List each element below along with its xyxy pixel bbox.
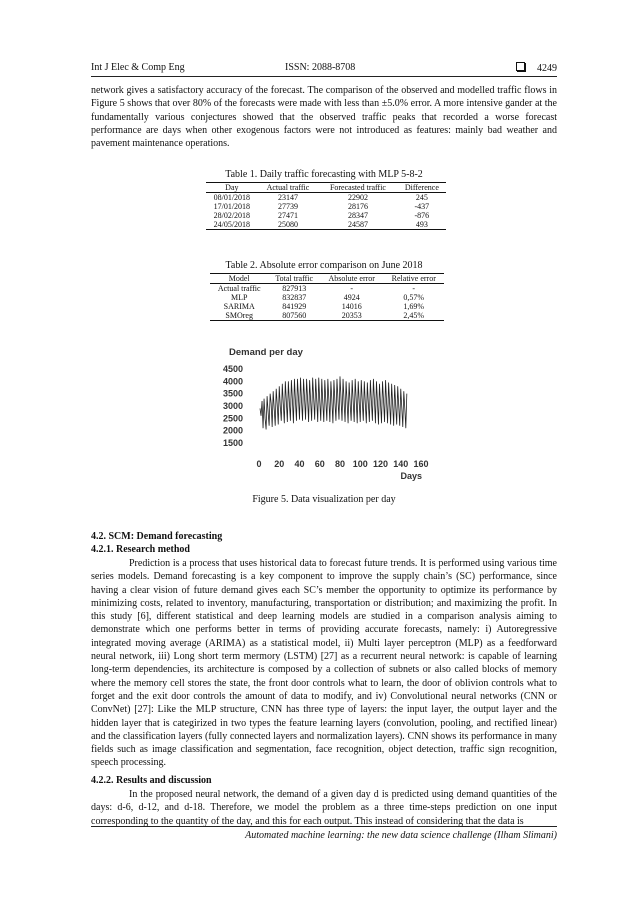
y-tick-label: 4500 (223, 364, 244, 374)
checkbox-square-icon (516, 62, 525, 71)
table-cell: 827913 (282, 284, 307, 293)
table-cell: - (350, 284, 354, 293)
x-tick-label: 140 (393, 459, 409, 469)
table-cell: 27739 (277, 202, 298, 211)
table-row (210, 311, 444, 321)
chart-title: Demand per day (229, 347, 303, 358)
table-cell: 28/02/2018 (213, 211, 251, 220)
y-tick-label: 3000 (223, 401, 244, 411)
x-tick-label: 80 (334, 459, 346, 469)
table-cell: 28347 (347, 211, 368, 220)
y-tick-label: 2000 (223, 425, 244, 436)
page-number-block (516, 62, 557, 74)
table-cell: 24/05/2018 (206, 220, 258, 230)
table1 (206, 182, 446, 230)
table-cell: 20353 (320, 311, 384, 321)
x-axis-label: Days (400, 471, 422, 481)
results-paragraph: In the proposed neural network, the demand of a given day d is predicted using demand quantities of the days: d-6, d-12, and d-18. Therefore, we model the problem as a three time-steps prediction on one input corresponding to the quantity of the day, and this for each output. This instead of considering that the data is (91, 789, 557, 827)
research-paragraph: Prediction is a process that uses historical data to forecast future trends. It is performed using various time series models. Demand forecasting is a key component to improve the supply chain’s (SC) performance, since having a clear vision of future demand gives each SC’s member the opportunity to optimize its performance by minimizing costs, related to inventory, manufacturing, transportation or distribution; and maximizing the profit. In this study [6], different statistical and deep learning models are studied in a comparison analysis aiming to demonstrate which one performs better in terms of providing accurate forecasts, namely: i) Autoregressive integrated moving average (ARIMA) as a statistical model, ii) Multi layer perceptron (MLP) as a feedforward neural network, iii) Long short term mermory (LSTM) [27] as a recurrent neural network: is capable of learning long-term dependencies, its architecture is composed by a collection of subnets or also called blocks of memory where the memory cell stores the state, the front door controls what to learn, the door of oblivion controls what to forget and the exit door controls the amount of data to modify, and iv) Convolutional neural networks (CNN or ConvNet) [27]: Like the MLP structure, CNN has three type of layers: the input layer, the output layer and the hidden layer that is categirized in two types the feature learning layers (convolution, pooling, and rectified linear) and the classification layers (fully connected layers and normalization layers). CNN shows its performance in many fields such as image classification and segmentation, face recognition, object detection, traffic sign recognition, speech processing. (91, 558, 557, 769)
journal-name: Int J Elec & Comp Eng (91, 62, 185, 73)
table-row (210, 302, 444, 311)
y-tick-label: 1500 (223, 438, 244, 448)
x-tick-label: 100 (352, 459, 368, 469)
section-heading: 4.2. SCM: Demand forecasting (91, 531, 223, 542)
table-cell: 17/01/2018 (213, 202, 251, 211)
table-header-cell: Absolute error (320, 274, 384, 284)
table-cell: MLP (230, 293, 248, 302)
table-cell: 493 (398, 220, 446, 230)
table-header-cell: Relative error (384, 274, 444, 284)
y-tick-label: 3500 (223, 388, 244, 399)
table-header-cell: Difference (398, 183, 446, 193)
figure5-caption: Figure 5. Data visualization per day (252, 494, 396, 505)
subsection-heading-research: 4.2.1. Research method (91, 544, 190, 555)
table-cell: 245 (415, 193, 428, 202)
table-cell: 2,45% (384, 311, 444, 321)
table-cell: 23147 (277, 193, 298, 202)
table-cell: 807560 (268, 311, 320, 321)
table-header-cell: Forecasted traffic (318, 183, 397, 193)
x-tick-label: 60 (314, 459, 325, 469)
table1-caption: Table 1. Daily traffic forecasting with MLP 5-8-2 (225, 169, 423, 180)
y-tick-label: 4000 (223, 376, 244, 387)
table-header-cell: Total traffic (268, 274, 320, 284)
demand-series-line (260, 376, 407, 429)
table-cell: 1,69% (403, 302, 425, 311)
table-cell: 25080 (258, 220, 319, 230)
table-cell: -876 (414, 211, 430, 220)
table-cell: 24587 (318, 220, 397, 230)
table2-caption: Table 2. Absolute error comparison on June 2018 (225, 260, 423, 271)
table-cell: -437 (414, 202, 430, 211)
table-row (206, 202, 446, 211)
table-row (206, 211, 446, 220)
table-cell: Actual traffic (217, 284, 261, 293)
table-cell: 832837 (282, 293, 307, 302)
table-cell: 841929 (282, 302, 307, 311)
table2 (210, 273, 444, 321)
demand-per-day-chart (215, 343, 435, 483)
issn: ISSN: 2088-8708 (285, 62, 356, 73)
table-cell: 08/01/2018 (213, 193, 251, 202)
table-header-cell: Model (210, 274, 268, 284)
table-row (206, 220, 446, 230)
table-header-cell: Day (206, 183, 258, 193)
intro-paragraph: network gives a satisfactory accuracy of the forecast. The comparison of the observed and modelled traffic flows in Figure 5 shows that over 80% of the forecasts were made with less than ±5.0% error. A more intensive gander at the fundamentally various conjectures showed that the observed traffic peaks that recorded a worse forecast performance are days when other exogenous factors were not introduced as features: mainly bad weather and pavement maintenance operations. (91, 85, 557, 150)
x-tick-label: 40 (294, 459, 305, 469)
table-cell: 4924 (343, 293, 360, 302)
table-cell: 28176 (347, 202, 368, 211)
x-tick-label: 20 (274, 459, 285, 469)
running-footer: Automated machine learning: the new data science challenge (Ilham Slimani) (91, 826, 557, 841)
table-cell: 0,57% (403, 293, 425, 302)
table-cell: SARIMA (223, 302, 255, 311)
table-header-row (210, 274, 444, 284)
x-tick-label: 0 (256, 459, 262, 469)
subsection-heading-results: 4.2.2. Results and discussion (91, 775, 212, 786)
table-cell: SMOreg (210, 311, 268, 321)
table-cell: 14016 (341, 302, 362, 311)
table-cell: 27471 (277, 211, 298, 220)
table-cell: 22902 (347, 193, 368, 202)
running-header (91, 62, 557, 77)
y-tick-label: 2500 (223, 413, 244, 424)
page-number: 4249 (537, 63, 557, 74)
x-tick-label: 120 (372, 459, 389, 469)
table-row (210, 293, 444, 302)
x-tick-label: 160 (413, 459, 429, 469)
table-header-cell: Actual traffic (258, 183, 319, 193)
table-header-row (206, 183, 446, 193)
table-cell: - (412, 284, 416, 293)
table-row (210, 284, 444, 294)
table-row (206, 193, 446, 203)
